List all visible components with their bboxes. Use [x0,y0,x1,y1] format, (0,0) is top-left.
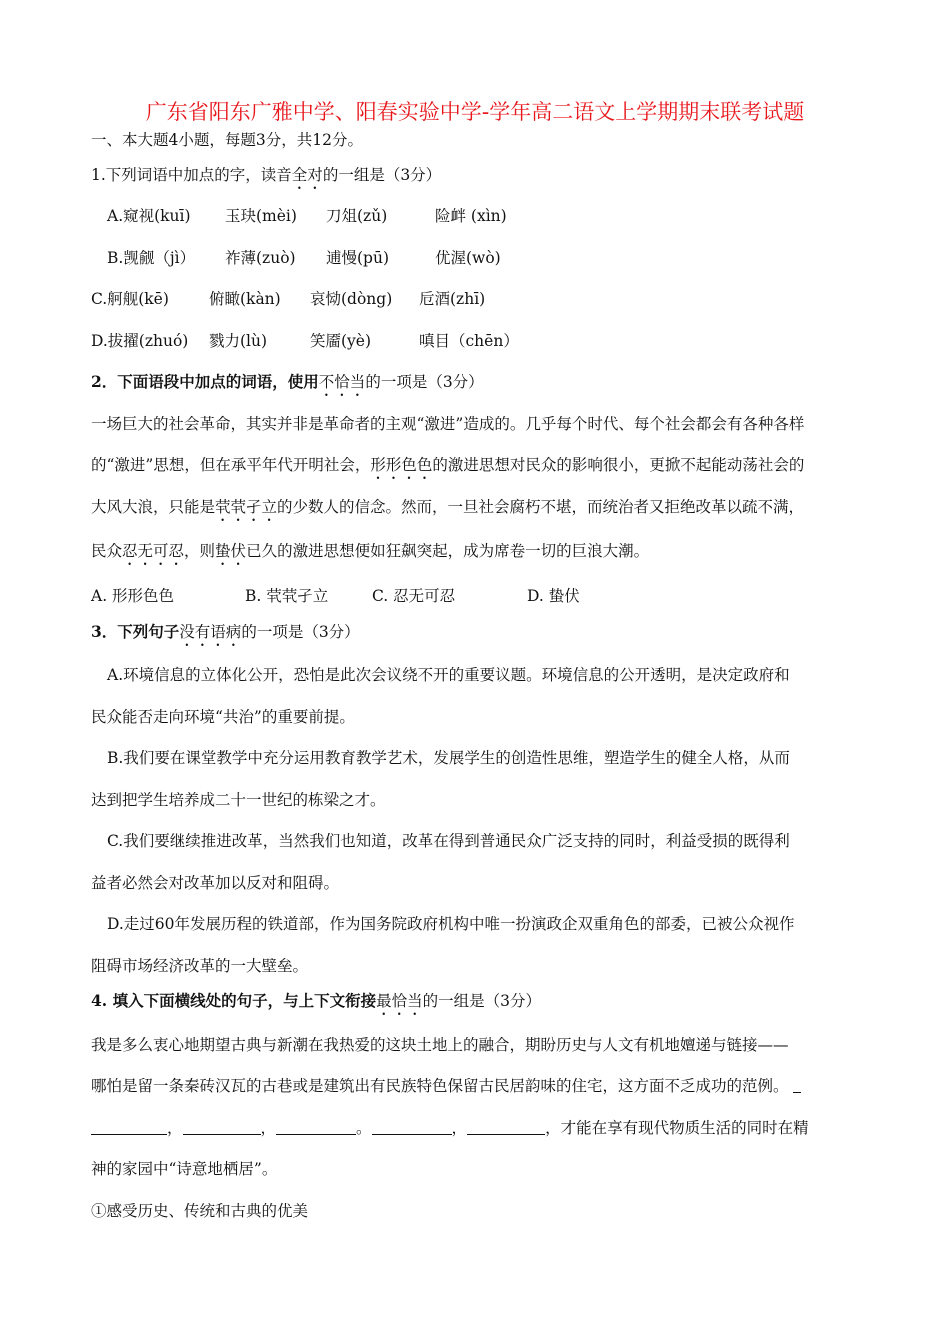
question-3-option-c-line-1: C.我们要继续推进改革，当然我们也知道，改革在得到普通民众广泛支持的同时，利益受损的既得利 [107,832,790,850]
question-4-item-1: ①感受历史、传统和古典的优美 [91,1202,309,1220]
question-2-passage-line-3: 大风大浪，只能是茕茕孑立的少数人的信念。然而，一旦社会腐朽不堪，而统治者又拒绝改革以疏不满， [91,498,805,516]
emphasis-dots: 最恰当 [376,992,423,1010]
question-2-passage-line-4: 民众忍无可忍，则蛰伏已久的激进思想便如狂飙突起，成为席卷一切的巨浪大潮。 [91,542,650,560]
question-3-option-d-line-1: D.走过60年发展历程的铁道部，作为国务院政府机构中唯一扮演政企双重角色的部委，已被公众视作 [107,915,795,933]
answer-blank[interactable] [793,1076,801,1093]
emphasis-dots: 形形色色 [370,456,433,474]
question-3-option-c-line-2: 益者必然会对改革加以反对和阻碍。 [91,874,340,892]
question-3-option-b-line-2: 达到把学生培养成二十一世纪的栋梁之才。 [91,791,386,809]
emphasis-dots: 不恰当 [318,373,366,391]
answer-blank[interactable] [183,1118,261,1135]
question-4-passage-line-2: 哪怕是留一条秦砖汉瓦的古巷或是建筑出有民族特色保留古民居韵味的住宅，这方面不乏成功的范例。 [91,1074,801,1098]
answer-blank[interactable] [276,1118,356,1135]
emphasis-dots: 茕茕孑立 [215,498,278,516]
question-2-passage-line-1: 一场巨大的社会革命，其实并非是革命者的主观“激进”造成的。几乎每个时代、每个社会都会有各种各样 [91,415,805,433]
answer-blank[interactable] [91,1118,167,1135]
emphasis-dots: 没有语病 [179,623,242,641]
section-header: 一、本大题4小题，每题3分，共12分。 [91,131,363,149]
question-3-option-a-line-1: A.环境信息的立体化公开，恐怕是此次会议绕不开的重要议题。环境信息的公开透明，是决定政府和 [107,666,790,684]
emphasis-dots: 忍无可忍 [122,542,185,560]
emphasis-dots: 蛰伏 [215,542,247,560]
question-4-passage-line-4: 神的家园中“诗意地栖居”。 [91,1160,278,1178]
question-2-passage-line-2: 的“激进”思想，但在承平年代开明社会，形形色色的激进思想对民众的影响很小，更掀不起能动荡社会的 [91,456,805,474]
emphasis-dots: 全对 [291,166,323,184]
question-4-stem: 4. 填入下面横线处的句子，与上下文衔接最恰当的一组是（3分） [91,991,541,1010]
question-2-stem: 2．下面语段中加点的词语，使用不恰当的一项是（3分） [91,372,484,391]
exam-page: 广东省阳东广雅中学、阳春实验中学-学年高二语文上学期期末联考试题 一、本大题4小题，每题3分，共12分。 1.下列词语中加点的字，读音全对的一组是（3分） A.窥视(kuī) 玉玦(mèi) 刀俎(zǔ) 险衅 (xìn) B.觊觎（jì） 祚薄(zuò) 逋慢(pū) 优渥(wò) C.舸舰(kē) 俯瞰(kàn) 哀恸(dòng) 卮酒(zhī) D.拔擢(zhuó) 戮力(lù) 笑靥(yè) 嗔目（chēn） 2．下面语段中加点的词语，使用不恰当的一项是（3分） 一场巨大的社会革命，其实并非是革命者的主观“激进”造成的。几乎每个时代、每个社会都会有各种各样 的“激进”思想，但在承平年代开明社会，形形色色的激进思想对民众的影响很小，更掀不起能动荡社会的 大风大浪，只能是茕茕孑立的少数人的信念。然而，一旦社会腐朽不堪，而统治者又拒绝改革以疏不满， 民众忍无可忍，则蛰伏已久的激进思想便如狂飙突起，成为席卷一切的巨浪大潮。 A. 形形色色 B. 茕茕孑立 C. 忍无可忍 D. 蛰伏 3．下列句子没有语病的一项是（3分） A.环境信息的立体化公开，恐怕是此次会议绕不开的重要议题。环境信息的公开透明，是决定政府和 民众能否走向环境“共治”的重要前提。 B.我们要在课堂教学中充分运用教育教学艺术，发展学生的创造性思维，塑造学生的健全人格，从而 达到把学生培养成二十一世纪的栋梁之才。 C.我们要继续推进改革，当然我们也知道，改革在得到普通民众广泛支持的同时，利益受损的既得利 益者必然会对改革加以反对和阻碍。 D.走过60年发展历程的铁道部，作为国务院政府机构中唯一扮演政企双重角色的部委，已被公众视作 阻碍市场经济改革的一大壁垒。 4. 填入下面横线处的句子，与上下文衔接最恰当的一组是（3分） 我是多么衷心地期望古典与新潮在我热爱的这块土地上的融合，期盼历史与人文有机地嬗递与链接—— 哪怕是留一条秦砖汉瓦的古巷或是建筑出有民族特色保留古民居韵味的住宅，这方面不乏成功的范例。 ， ， 。 ， ，才能在享有现代物质生活的同时在精 神的家园中“诗意地栖居”。 ①感受历史、传统和古典的优美 [0,0,950,1344]
question-4-passage-line-1: 我是多么衷心地期望古典与新潮在我热爱的这块土地上的融合，期盼历史与人文有机地嬗递与链接—— [91,1036,789,1054]
question-3-stem: 3．下列句子没有语病的一项是（3分） [91,622,360,641]
question-1-stem: 1.下列词语中加点的字，读音全对的一组是（3分） [91,166,442,184]
question-3-option-a-line-2: 民众能否走向环境“共治”的重要前提。 [91,708,355,726]
question-3-option-d-line-2: 阻碍市场经济改革的一大壁垒。 [91,957,309,975]
answer-blank[interactable] [467,1118,545,1135]
question-4-passage-line-3: ， ， 。 ， ，才能在享有现代物质生活的同时在精 [91,1116,809,1140]
answer-blank[interactable] [372,1118,452,1135]
question-3-option-b-line-1: B.我们要在课堂教学中充分运用教育教学艺术，发展学生的创造性思维，塑造学生的健全人格，从而 [107,749,790,767]
exam-title: 广东省阳东广雅中学、阳春实验中学-学年高二语文上学期期末联考试题 [145,100,805,124]
